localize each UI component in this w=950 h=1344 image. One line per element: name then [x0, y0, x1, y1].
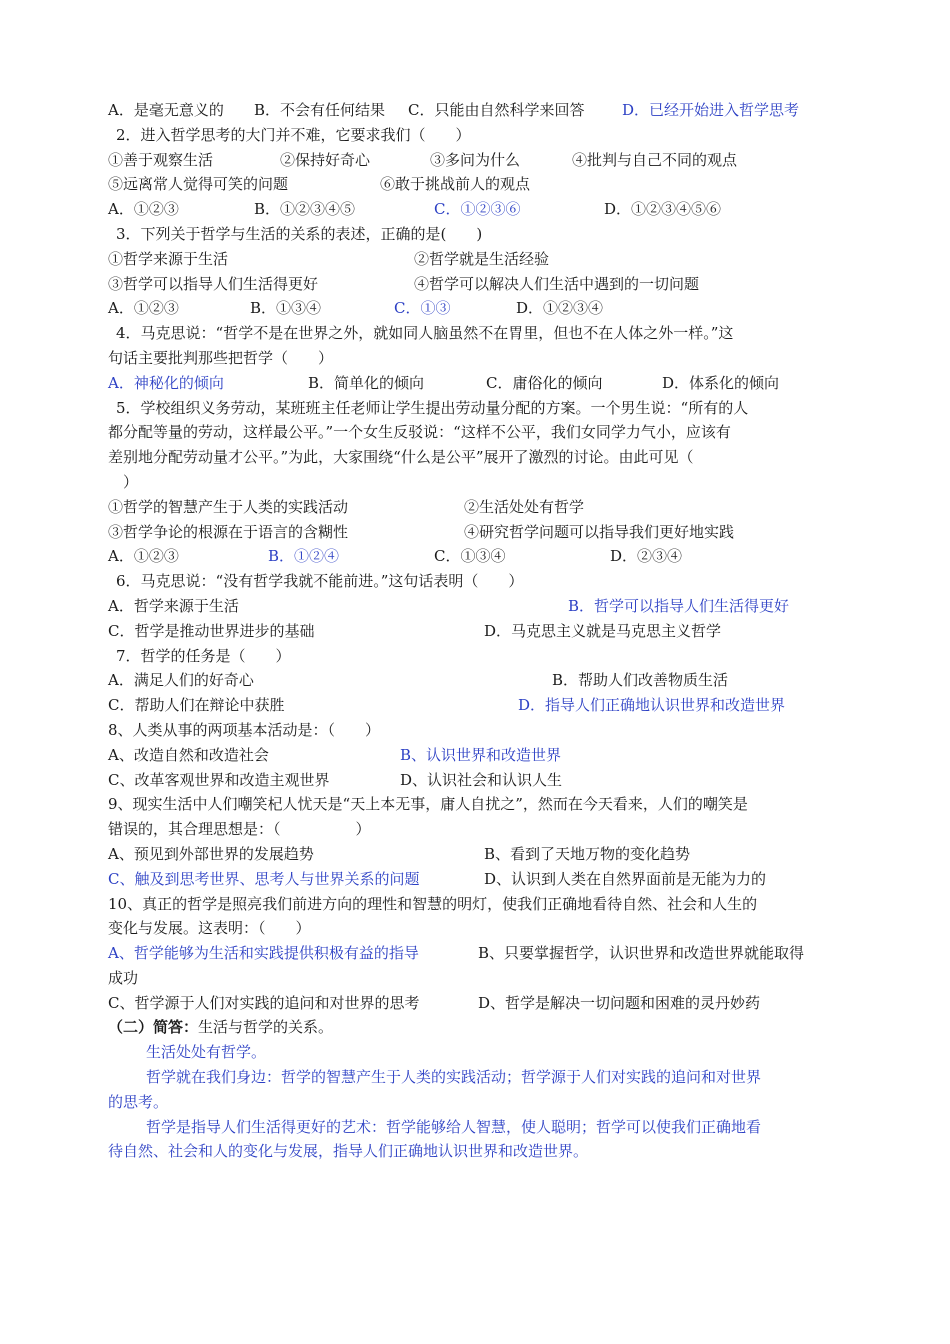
- q3-items-row2: [108, 272, 848, 297]
- q10-option-c: C、哲学源于人们对实践的追问和对世界的思考: [108, 993, 420, 1012]
- q1-option-d-answer: D．已经开始进入哲学思考: [622, 101, 800, 119]
- q10-stem-text-1: 10、真正的哲学是照亮我们前进方向的理性和智慧的明灯，使我们正确地看待自然、社会和人生的: [108, 894, 758, 913]
- q3-stem: [108, 222, 848, 247]
- q6-option-a: A．哲学来源于生活: [108, 596, 239, 615]
- q3-option-b: B．①③④: [250, 299, 322, 318]
- q2-option-d: D．①②③④⑤⑥: [604, 200, 722, 219]
- q8-options-row2: [108, 768, 848, 793]
- q5-option-d: D．②③④: [610, 547, 683, 566]
- q3-item-4: ④哲学可以解决人们生活中遇到的一切问题: [414, 274, 700, 293]
- q5-stem-text-2: 都分配等量的劳动，这样最公平。”一个女生反驳说：“这样不公平，我们女同学力气小，应该有: [108, 423, 731, 442]
- q8-option-d: D、认识社会和认识人生: [400, 770, 563, 789]
- q4-options: [108, 371, 848, 396]
- answer-p3-line2: [108, 1139, 848, 1164]
- q9-options-row2: [108, 867, 848, 892]
- q5-items-row2: [108, 520, 848, 545]
- q8-stem: [108, 718, 848, 743]
- q4-stem-line2: [108, 346, 848, 371]
- q9-stem-text-1: 9、现实生活中人们嘲笑杞人忧天是“天上本无事，庸人自扰之”，然而在今天看来，人们的嘲笑是: [108, 795, 748, 814]
- answer-p1: [108, 1040, 848, 1065]
- q7-options-row2: [108, 693, 848, 718]
- answer-p2-line1: [108, 1065, 848, 1090]
- q6-stem-text: 6．马克思说：“没有哲学我就不能前进。”这句话表明（ ）: [116, 572, 524, 591]
- q2-items-row2: [108, 172, 848, 197]
- answer-p2-text-2: 的思考。: [108, 1092, 169, 1111]
- q2-option-c-answer: C．①②③⑥: [434, 200, 521, 219]
- q2-item-3: ③多问为什么: [430, 150, 521, 169]
- q10-stem-line2: [108, 916, 848, 941]
- q10-options-row1-wrap: [108, 966, 848, 991]
- q7-options-row1: [108, 668, 848, 693]
- q5-item-2: ②生活处处有哲学: [464, 497, 585, 516]
- q3-items-row1: [108, 247, 848, 272]
- q7-option-a: A．满足人们的好奇心: [108, 671, 254, 690]
- q9-stem-text-2: 错误的，其合理思想是：（ ）: [108, 820, 371, 839]
- q8-option-b-answer: B、认识世界和改造世界: [400, 745, 562, 764]
- q8-stem-text: 8、人类从事的两项基本活动是：（ ）: [108, 720, 381, 739]
- q1-option-b: B．不会有任何结果: [254, 101, 386, 119]
- q5-item-4: ④研究哲学问题可以指导我们更好地实践: [464, 522, 735, 541]
- q6-options-row2: [108, 619, 848, 644]
- q10-option-b: B、只要掌握哲学，认识世界和改造世界就能取得: [478, 944, 805, 963]
- q4-stem-line1: [108, 321, 848, 346]
- q10-stem-line1: [108, 892, 848, 917]
- q5-stem-line1: [108, 396, 848, 421]
- q3-option-c-answer: C．①③: [394, 299, 451, 318]
- q3-option-a: A．①②③: [108, 299, 179, 318]
- answer-p2-line2: [108, 1090, 848, 1115]
- q10-options-row2: [108, 991, 848, 1016]
- q1-option-c: C．只能由自然科学来回答: [408, 101, 585, 119]
- section2-heading-label: （二）简答：: [108, 1018, 199, 1037]
- q8-options-row1: [108, 743, 848, 768]
- section2-heading: [108, 1015, 848, 1040]
- worksheet: [108, 98, 848, 1164]
- q5-options: [108, 544, 848, 569]
- q2-option-a: A．①②③: [108, 200, 179, 219]
- q6-option-d: D．马克思主义就是马克思主义哲学: [484, 621, 722, 640]
- q5-stem-text-4: ）: [108, 472, 139, 491]
- q9-option-d: D、认识到人类在自然界面前是无能为力的: [484, 869, 767, 888]
- answer-p3-text-1: 哲学是指导人们生活得更好的艺术：哲学能够给人智慧，使人聪明；哲学可以使我们正确地看: [146, 1117, 762, 1136]
- q3-item-3: ③哲学可以指导人们生活得更好: [108, 274, 319, 293]
- q10-option-b-continued: 成功: [108, 968, 139, 987]
- q2-item-2: ②保持好奇心: [280, 150, 371, 169]
- q2-item-4: ④批判与自己不同的观点: [572, 150, 738, 169]
- q6-stem: [108, 569, 848, 594]
- q4-option-c: C．庸俗化的倾向: [486, 373, 603, 392]
- q2-item-6: ⑥敢于挑战前人的观点: [380, 175, 531, 194]
- q3-stem-text: 3．下列关于哲学与生活的关系的表述，正确的是( ): [116, 224, 483, 243]
- q5-item-3: ③哲学争论的根源在于语言的含糊性: [108, 522, 349, 541]
- q7-option-d-answer: D．指导人们正确地认识世界和改造世界: [518, 696, 786, 715]
- q6-options-row1: [108, 594, 848, 619]
- answer-p2-text-1: 哲学就在我们身边：哲学的智慧产生于人类的实践活动；哲学源于人们对实践的追问和对世界: [146, 1068, 762, 1087]
- answer-p1-text: 生活处处有哲学。: [146, 1043, 267, 1062]
- q2-stem-text: 2．进入哲学思考的大门并不难，它要求我们（ ）: [116, 125, 471, 144]
- q2-option-b: B．①②③④⑤: [254, 200, 356, 219]
- q9-option-c-answer: C、触及到思考世界、思考人与世界关系的问题: [108, 869, 420, 888]
- q4-stem-text-1: 4．马克思说：“哲学不是在世界之外，就如同人脑虽然不在胃里，但也不在人体之外一样。”这: [116, 324, 734, 343]
- q7-option-c: C．帮助人们在辩论中获胜: [108, 696, 285, 715]
- q7-stem: [108, 644, 848, 669]
- answer-p3-text-2: 待自然、社会和人的变化与发展，指导人们正确地认识世界和改造世界。: [108, 1142, 589, 1161]
- q1-option-a: A．是毫无意义的: [108, 101, 224, 119]
- q4-stem-text-2: 句话主要批判那些把哲学（ ）: [108, 348, 334, 367]
- q5-stem-line4: [108, 470, 848, 495]
- q3-item-2: ②哲学就是生活经验: [414, 249, 550, 268]
- q5-option-a: A．①②③: [108, 547, 179, 566]
- q4-option-a-answer: A．神秘化的倾向: [108, 373, 224, 392]
- q10-option-a-answer: A、哲学能够为生活和实践提供积极有益的指导: [108, 944, 419, 963]
- q7-stem-text: 7．哲学的任务是（ ）: [116, 646, 291, 665]
- q1-options: [108, 98, 848, 123]
- q7-option-b: B．帮助人们改善物质生活: [552, 671, 729, 690]
- q9-option-a: A、预见到外部世界的发展趋势: [108, 844, 314, 863]
- q2-stem: [108, 123, 848, 148]
- q3-option-d: D．①②③④: [516, 299, 604, 318]
- q5-items-row1: [108, 495, 848, 520]
- q2-item-1: ①善于观察生活: [108, 150, 214, 169]
- q5-option-b-answer: B．①②④: [268, 547, 340, 566]
- q4-option-b: B．简单化的倾向: [308, 373, 425, 392]
- q8-option-a: A、改造自然和改造社会: [108, 745, 269, 764]
- q5-item-1: ①哲学的智慧产生于人类的实践活动: [108, 497, 349, 516]
- answer-p3-line1: [108, 1115, 848, 1140]
- q10-stem-text-2: 变化与发展。这表明：（ ）: [108, 919, 311, 938]
- q5-stem-line3: [108, 445, 848, 470]
- q10-option-d: D、哲学是解决一切问题和困难的灵丹妙药: [478, 993, 761, 1012]
- q3-item-1: ①哲学来源于生活: [108, 249, 229, 268]
- q2-items-row1: [108, 148, 848, 173]
- q10-options-row1: [108, 941, 848, 966]
- q9-option-b: B、看到了天地万物的变化趋势: [484, 844, 691, 863]
- q5-option-c: C．①③④: [434, 547, 506, 566]
- q6-option-c: C．哲学是推动世界进步的基础: [108, 621, 315, 640]
- q4-option-d: D．体系化的倾向: [662, 373, 780, 392]
- q5-stem-line2: [108, 420, 848, 445]
- q2-item-5: ⑤远离常人觉得可笑的问题: [108, 175, 289, 194]
- q3-options: [108, 296, 848, 321]
- q9-options-row1: [108, 842, 848, 867]
- q5-stem-text-3: 差别地分配劳动量才公平。”为此，大家围绕“什么是公平”展开了激烈的讨论。由此可见（: [108, 448, 694, 467]
- section2-heading-question: 生活与哲学的关系。: [198, 1018, 334, 1037]
- q9-stem-line2: [108, 817, 848, 842]
- q8-option-c: C、改革客观世界和改造主观世界: [108, 770, 330, 789]
- q6-option-b-answer: B．哲学可以指导人们生活得更好: [568, 596, 790, 615]
- q9-stem-line1: [108, 792, 848, 817]
- q2-options: [108, 197, 848, 222]
- q5-stem-text-1: 5．学校组织义务劳动，某班班主任老师让学生提出劳动量分配的方案。一个男生说：“所有的人: [116, 398, 749, 417]
